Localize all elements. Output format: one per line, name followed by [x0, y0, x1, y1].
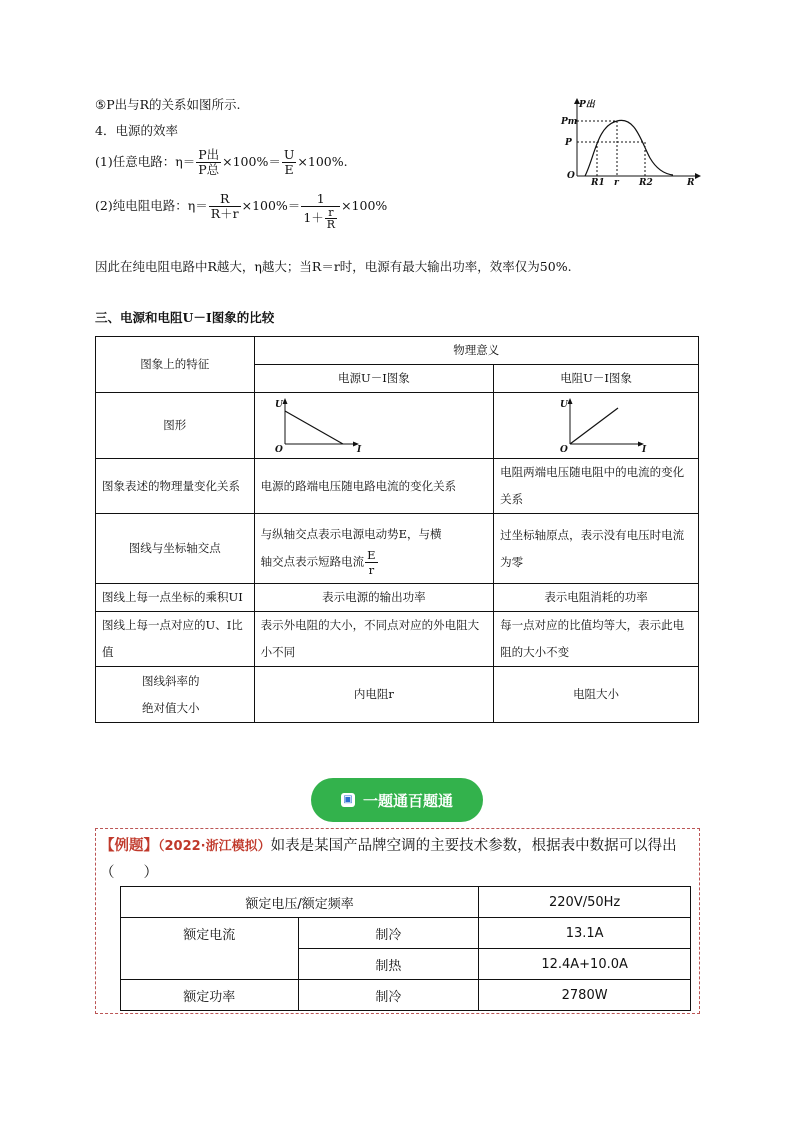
row-shape-label: 图形	[96, 393, 255, 459]
efficiency-any-circuit: (1)任意电路：η＝ $\frac{\text{P出}}{\text{P总}}$ ×100%＝ $\frac{U}{E}$ ×100%.	[95, 147, 348, 177]
p-out-vs-r-text: ⑤P出与R的关系如图所示.	[95, 97, 241, 112]
power-cooling-value: 2780W	[479, 980, 691, 1011]
resistor-ui-graph	[556, 396, 656, 456]
row-product-resistor: 表示电阻消耗的功率	[494, 584, 699, 612]
graph-origin-label: O	[567, 171, 575, 181]
graph-p-label: P	[565, 138, 572, 148]
current-heating-value: 12.4A+10.0A	[479, 949, 691, 980]
svg-text:I: I	[642, 444, 647, 455]
section-three-title: 三、电源和电阻U－I图象的比较	[95, 310, 275, 325]
table-row	[96, 667, 699, 723]
rated-voltage-freq-value: 220V/50Hz	[479, 887, 691, 918]
table-row	[121, 980, 691, 1011]
table-row	[121, 887, 691, 918]
fraction-r-r-plus-r: $\frac{R}{R+r}$	[210, 191, 239, 221]
example-box	[95, 828, 700, 1014]
row-ratio-resistor: 每一点对应的比值均等大，表示此电阻的大小不变	[494, 612, 699, 667]
graph-r1-label: R1	[591, 178, 605, 186]
row-ratio-label: 图线上每一点对应的U、I比值	[96, 612, 255, 667]
header-feature: 图象上的特征	[96, 337, 255, 393]
table-row	[96, 584, 699, 612]
table-row	[96, 514, 699, 584]
book-icon: ▣	[341, 793, 355, 807]
table-row	[121, 918, 691, 949]
graph-r-label: r	[614, 178, 619, 186]
resistor-ui-graph-cell	[494, 393, 699, 459]
row-product-source: 表示电源的输出功率	[254, 584, 494, 612]
fraction-pout-ptotal: $\frac{\text{P出}}{\text{P总}}$	[198, 147, 220, 177]
svg-text:O: O	[560, 444, 568, 455]
fraction-r-over-R: $\frac{r}{R}$	[326, 206, 336, 231]
rated-current-label: 额定电流	[121, 918, 299, 980]
cooling-label: 制冷	[298, 980, 479, 1011]
efficiency-conclusion: 因此在纯电阻电路中R越大，η越大；当R＝r时，电源有最大输出功率，效率仅为50%.	[95, 259, 572, 274]
svg-text:U: U	[274, 399, 283, 410]
row-intercept-label: 图线与坐标轴交点	[96, 514, 255, 584]
current-cooling-value: 13.1A	[479, 918, 691, 949]
rated-power-label: 额定功率	[121, 980, 299, 1011]
graph-y-label: P出	[579, 100, 595, 110]
rated-voltage-freq-label: 额定电压/额定频率	[121, 887, 479, 918]
header-meaning: 物理意义	[254, 337, 698, 365]
row-slope-source: 内电阻r	[254, 667, 494, 723]
row-intercept-resistor: 过坐标轴原点，表示没有电压时电流为零	[494, 514, 699, 584]
source-ui-graph-cell	[254, 393, 494, 459]
row-product-label: 图线上每一点坐标的乘积UI	[96, 584, 255, 612]
one-question-banner	[311, 778, 483, 822]
row-relation-source: 电源的路端电压随电路电流的变化关系	[254, 459, 494, 514]
graph-r2-label: R2	[639, 178, 653, 186]
heating-label: 制热	[298, 949, 479, 980]
graph-pm-label: Pm	[561, 117, 578, 127]
row-relation-resistor: 电阻两端电压随电阻中的电流的变化关系	[494, 459, 699, 514]
svg-text:U: U	[560, 399, 568, 410]
banner-label: 一题通百题通	[362, 791, 453, 810]
fraction-one-over: 1 1＋ $\frac{r}{R}$	[301, 192, 340, 230]
graph-x-label: R	[687, 178, 695, 186]
fraction-e-over-r: $\frac{E}{r}$	[367, 547, 376, 577]
efficiency-heading: 4．电源的效率	[95, 123, 178, 138]
example-question: 【例题】（2022·浙江模拟）如表是某国产品牌空调的主要技术参数，根据表中数据可以得出（ ）	[100, 838, 677, 881]
source-ui-graph	[267, 396, 367, 456]
svg-text:O: O	[274, 444, 283, 455]
svg-text:I: I	[356, 444, 361, 455]
table-row	[96, 337, 699, 365]
row-slope-resistor: 电阻大小	[494, 667, 699, 723]
table-row	[96, 393, 699, 459]
fraction-u-e: $\frac{U}{E}$	[283, 147, 295, 177]
row-slope-label: 图线斜率的 绝对值大小	[96, 667, 255, 723]
table-row	[96, 459, 699, 514]
row-intercept-source: 与纵轴交点表示电源电动势E，与横 轴交点表示短路电流 $\frac{E}{r}$	[254, 514, 494, 584]
ac-spec-table	[120, 886, 691, 1011]
efficiency-pure-resistor: (2)纯电阻电路：η＝ $\frac{R}{R+r}$ ×100%＝ 1 1＋ $\frac{r}{R}$ ×100%	[95, 191, 388, 231]
row-ratio-source: 表示外电阻的大小，不同点对应的外电阻大小不同	[254, 612, 494, 667]
header-resistor-graph: 电阻U－I图象	[494, 365, 699, 393]
ui-comparison-table	[95, 336, 699, 723]
header-source-graph: 电源U－I图象	[254, 365, 494, 393]
table-row	[96, 612, 699, 667]
row-relation-label: 图象表述的物理量变化关系	[96, 459, 255, 514]
cooling-label: 制冷	[298, 918, 479, 949]
pout-vs-r-graph	[555, 96, 705, 186]
